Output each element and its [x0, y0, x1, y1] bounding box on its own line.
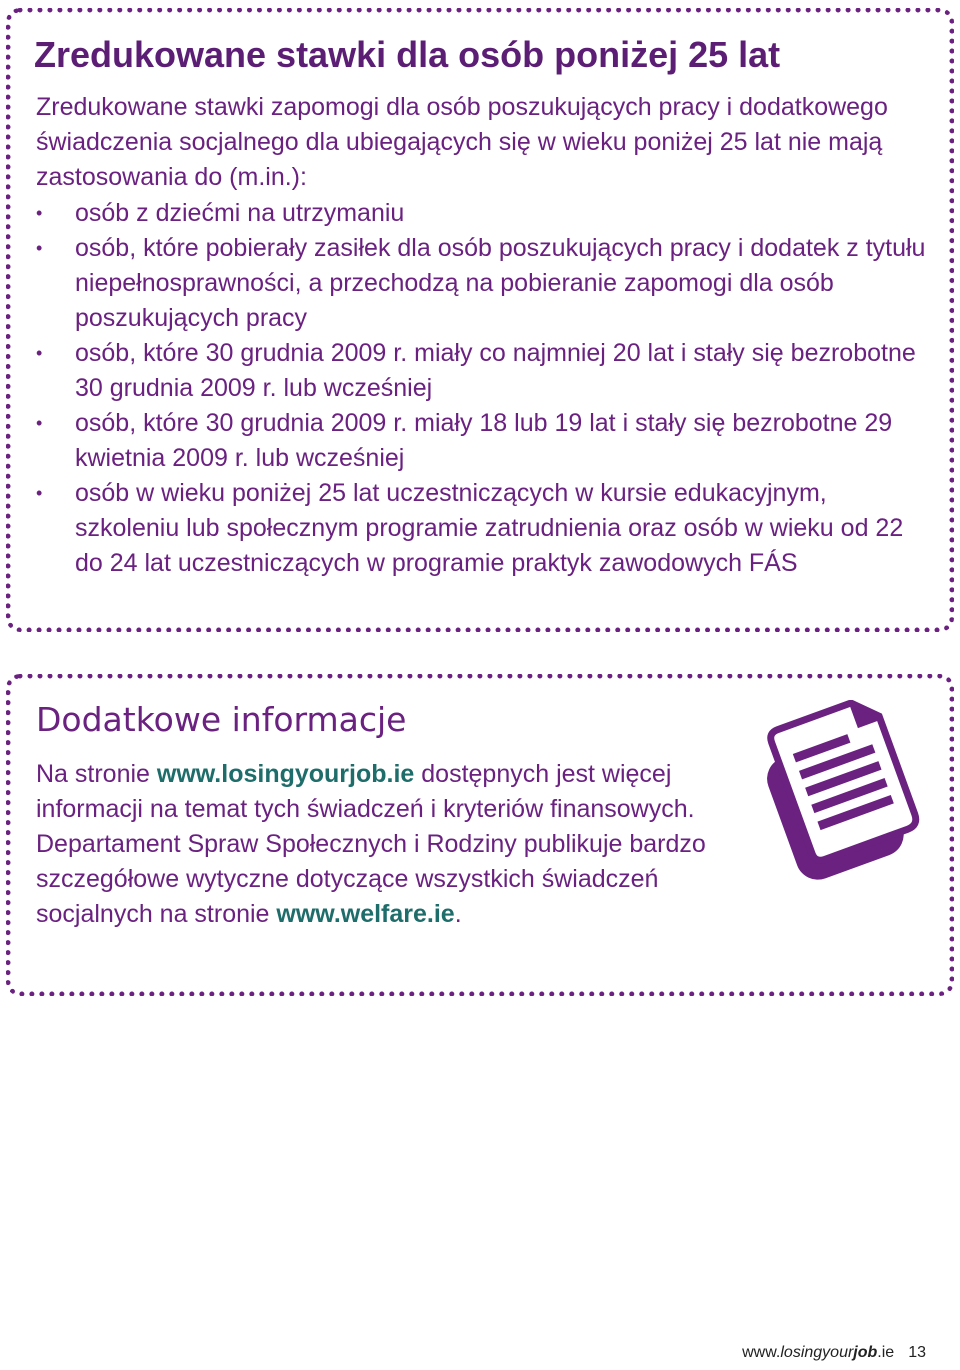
list-item [36, 476, 936, 581]
list-item-text: osób, które 30 grudnia 2009 r. miały 18 lub 19 lat i stały się bezrobotne 29 kwietnia 2009 r. lub wcześniej [75, 409, 893, 472]
list-item [36, 231, 936, 336]
list-item [36, 196, 936, 231]
welfare-link[interactable]: www.welfare.ie [276, 900, 455, 928]
reduced-rates-intro: Zredukowane stawki zapomogi dla osób poszukujących pracy i dodatkowego świadczenia socjalnego dla ubiegających się w wieku poniżej 25 lat nie mają zastosowania do (m.in.): [36, 93, 888, 191]
footer-url-part: your [822, 1344, 854, 1361]
list-item [36, 406, 936, 476]
bullet-icon: • [36, 203, 43, 223]
list-item-text: osób, które 30 grudnia 2009 r. miały co najmniej 20 lat i stały się bezrobotne 30 grudnia 2009 r. lub wcześniej [75, 339, 916, 402]
document-icon [752, 700, 928, 880]
page-number: 13 [908, 1344, 926, 1361]
info-text-part: dostępnych jest więcej informacji na temat tych świadczeń i kryteriów finansowych. Departament Spraw Społecznych i Rodziny publikuje bardzo szczegółowe wytyczne dotyczące wszystkich świadczeń socjalnych na stronie [36, 760, 706, 928]
losingyourjob-link[interactable]: www.losingyourjob.ie [156, 760, 415, 788]
list-item-text: osób w wieku poniżej 25 lat uczestniczących w kursie edukacyjnym, szkoleniu lub społecznym programie zatrudnienia oraz osób w wieku od 22 do 24 lat uczestniczących w programie praktyk zawodowych FÁS [75, 479, 904, 577]
additional-info-text [36, 757, 716, 932]
section-title-additional-info: Dodatkowe informacje [36, 700, 407, 739]
info-text-part: . [454, 900, 462, 928]
footer-url [742, 1344, 894, 1361]
page-footer [742, 1344, 926, 1362]
bullet-icon: • [36, 483, 43, 503]
bullet-icon: • [36, 413, 43, 433]
section-title-reduced-rates: Zredukowane stawki dla osób poniżej 25 lat [34, 34, 781, 75]
bullet-icon: • [36, 343, 43, 363]
footer-url-part: job [853, 1344, 878, 1361]
footer-url-part: www. [742, 1344, 781, 1361]
list-item-text: osób, które pobierały zasiłek dla osób poszukujących pracy i dodatek z tytułu niepełnosprawności, a przechodzą na pobieranie zapomogi dla osób poszukujących pracy [75, 234, 926, 332]
exemptions-list [36, 196, 936, 581]
list-item-text: osób z dziećmi na utrzymaniu [75, 199, 405, 227]
bullet-icon: • [36, 238, 43, 258]
footer-url-part: losing [780, 1344, 823, 1361]
footer-url-part: .ie [877, 1344, 895, 1361]
list-item [36, 336, 936, 406]
info-text-part: Na stronie [36, 760, 157, 788]
